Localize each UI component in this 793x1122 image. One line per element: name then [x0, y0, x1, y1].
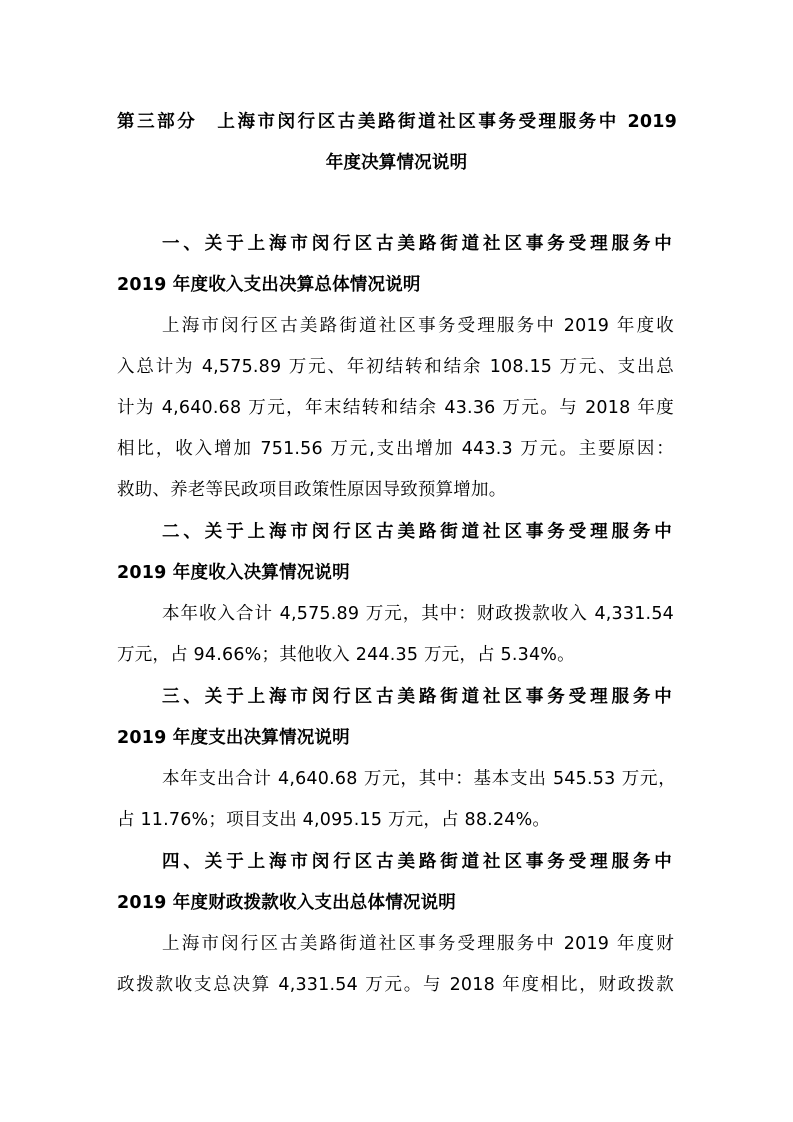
section-1-paragraph-line3: 计为 4,640.68 万元，年末结转和结余 43.36 万元。与 2018 年度	[117, 398, 674, 418]
section-2-paragraph-line2: 万元，占 94.66%；其他收入 244.35 万元，占 5.34%。	[117, 645, 575, 665]
section-3-paragraph-line1: 本年支出合计 4,640.68 万元，其中：基本支出 545.53 万元，	[162, 769, 676, 789]
section-2-heading-line2: 2019 年度收入决算情况说明	[117, 563, 350, 583]
section-4-paragraph-line1: 上海市闵行区古美路街道社区事务受理服务中 2019 年度财	[162, 934, 674, 954]
section-1-paragraph-line5: 救助、养老等民政项目政策性原因导致预算增加。	[117, 480, 507, 500]
page-title-line1: 第三部分 上海市闵行区古美路街道社区事务受理服务中 2019	[117, 112, 677, 132]
section-3-paragraph-line2: 占 11.76%；项目支出 4,095.15 万元，占 88.24%。	[117, 810, 551, 830]
section-4-heading-line2: 2019 年度财政拨款收入支出总体情况说明	[117, 893, 456, 913]
section-1-paragraph-line1: 上海市闵行区古美路街道社区事务受理服务中 2019 年度收	[162, 316, 674, 336]
section-3-heading-line1: 三、关于上海市闵行区古美路街道社区事务受理服务中	[162, 687, 672, 707]
section-3-heading-line2: 2019 年度支出决算情况说明	[117, 728, 350, 748]
section-2-heading-line1: 二、关于上海市闵行区古美路街道社区事务受理服务中	[162, 522, 672, 542]
section-1-heading-line1: 一、关于上海市闵行区古美路街道社区事务受理服务中	[162, 234, 672, 254]
section-4-paragraph-line2: 政拨款收支总决算 4,331.54 万元。与 2018 年度相比，财政拨款	[117, 975, 674, 995]
section-1-heading-line2: 2019 年度收入支出决算总体情况说明	[117, 275, 421, 295]
page-title-line2: 年度决算情况说明	[325, 153, 468, 173]
section-2-paragraph-line1: 本年收入合计 4,575.89 万元，其中：财政拨款收入 4,331.54	[162, 604, 674, 624]
section-1-paragraph-line4: 相比，收入增加 751.56 万元,支出增加 443.3 万元。主要原因：	[117, 439, 674, 459]
section-1-paragraph-line2: 入总计为 4,575.89 万元、年初结转和结余 108.15 万元、支出总	[117, 357, 674, 377]
section-4-heading-line1: 四、关于上海市闵行区古美路街道社区事务受理服务中	[162, 852, 672, 872]
